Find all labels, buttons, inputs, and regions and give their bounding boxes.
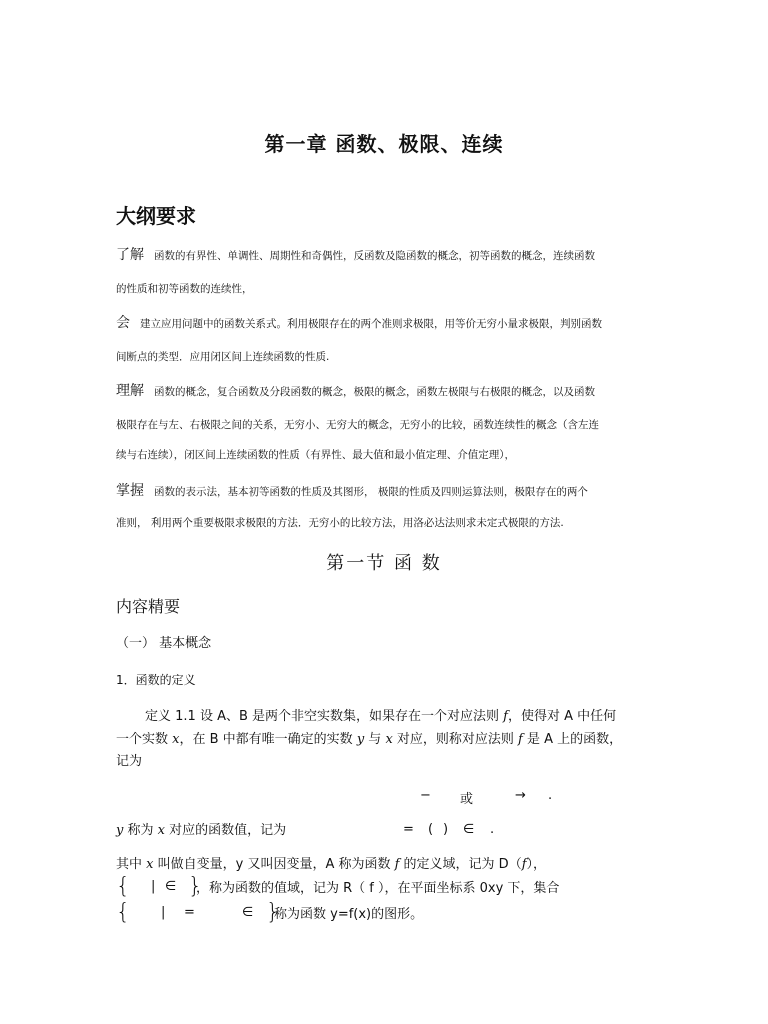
set-equals: = bbox=[184, 905, 195, 920]
set-bar: | bbox=[151, 879, 156, 894]
text-span: 定义 1.1 设 A、B 是两个非空实数集，如果存在一个对应法则 bbox=[145, 709, 504, 724]
formula-or: 或 bbox=[460, 792, 474, 807]
requirement-can-line-2: 间断点的类型．应用闭区间上连续函数的性质. bbox=[116, 351, 330, 363]
requirement-comprehend-line-2: 极限存在与左、右极限之间的关系，无穷小、无穷大的概念，无穷小的比较，函数连续性的概念（含左连 bbox=[116, 419, 599, 431]
requirement-text: 函数的有界性、单调性、周期性和奇偶性，反函数及隐函数的概念，初等函数的概念，连续函数 bbox=[154, 250, 595, 262]
requirement-master-line-1 bbox=[116, 483, 588, 500]
text-span: 其中 bbox=[116, 857, 147, 872]
formula-dot: . bbox=[548, 788, 553, 803]
math-var: y bbox=[116, 823, 124, 838]
math-var: x bbox=[157, 823, 165, 838]
set-element-of: ∈ bbox=[242, 905, 254, 920]
requirement-text: 函数的表示法，基本初等函数的性质及其图形， 极限的性质及四则运算法则，极限存在的两个 bbox=[154, 486, 588, 498]
formula-element-of: ∈ bbox=[463, 822, 475, 837]
graph-text: 称为函数 y=f(x)的图形。 bbox=[274, 907, 424, 922]
text-span: 一个实数 bbox=[116, 732, 173, 747]
text-span: 是 A 上的函数， bbox=[522, 732, 623, 747]
requirement-understand-line-2: 的性质和初等函数的连续性， bbox=[116, 283, 253, 295]
math-var: f bbox=[521, 857, 527, 872]
chapter-title: 第一章 函数、极限、连续 bbox=[264, 132, 504, 156]
section-title: 第一节 函 数 bbox=[326, 553, 442, 574]
definition-line-2 bbox=[116, 730, 622, 750]
math-var: x bbox=[172, 732, 180, 747]
formula-left-paren: ( bbox=[428, 822, 434, 837]
requirement-comprehend-line-1 bbox=[116, 383, 595, 400]
range-text: ，称为函数的值域，记为 R（ f ），在平面坐标系 0xy 下，集合 bbox=[196, 881, 560, 896]
math-var: x bbox=[385, 732, 393, 747]
requirement-master-line-2: 准则， 利用两个重要极限求极限的方法．无穷小的比较方法，用洛必达法则求未定式极限的方法. bbox=[116, 517, 564, 529]
set-right-brace: } bbox=[266, 900, 280, 925]
outline-heading: 大纲要求 bbox=[116, 204, 196, 228]
definition-line-1 bbox=[145, 707, 616, 727]
requirement-key: 了解 bbox=[116, 247, 144, 263]
math-var: f bbox=[394, 857, 400, 872]
formula-right-paren: ) bbox=[443, 822, 449, 837]
requirement-can-line-1 bbox=[116, 315, 602, 332]
requirement-understand-line-1 bbox=[116, 247, 595, 264]
definition-heading: 1．函数的定义 bbox=[116, 673, 196, 687]
requirement-text: 建立应用问题中的函数关系式。利用极限存在的两个准则求极限，用等价无穷小量求极限，判别函数 bbox=[140, 318, 602, 330]
text-span: 的定义域，记为 D（ bbox=[399, 857, 522, 872]
math-var: f bbox=[518, 732, 523, 747]
text-span: ，使得对 A 中任何 bbox=[507, 709, 617, 724]
requirement-key: 掌握 bbox=[116, 483, 144, 499]
formula-arrow: → bbox=[515, 788, 526, 803]
math-var: f bbox=[503, 709, 508, 724]
content-heading: 内容精要 bbox=[116, 597, 181, 616]
definition-line-3: 记为 bbox=[116, 754, 143, 769]
set-bar: | bbox=[161, 905, 166, 920]
set-left-brace: { bbox=[116, 900, 130, 925]
requirement-text: 函数的概念，复合函数及分段函数的概念，极限的概念，函数左极限与右极限的概念，以及函数 bbox=[154, 386, 595, 398]
formula-dash: − bbox=[420, 788, 431, 803]
text-span: 对应的函数值，记为 bbox=[164, 823, 287, 838]
requirement-key: 理解 bbox=[116, 383, 144, 399]
requirement-key: 会 bbox=[116, 315, 130, 331]
text-span: 对应，则称对应法则 bbox=[392, 732, 519, 747]
text-span: ）， bbox=[526, 857, 547, 872]
text-span: 叫做自变量，y 又叫因变量，A 称为函数 bbox=[153, 857, 395, 872]
text-span: 称为 bbox=[123, 823, 158, 838]
function-value-line bbox=[116, 821, 286, 841]
text-span: 与 bbox=[364, 732, 386, 747]
math-var: x bbox=[146, 857, 154, 872]
domain-line bbox=[116, 855, 546, 875]
formula-dot: . bbox=[490, 822, 495, 837]
formula-equals: = bbox=[403, 822, 414, 837]
requirement-comprehend-line-3: 续与右连续），闭区间上连续函数的性质（有界性、最大值和最小值定理、介值定理）， bbox=[116, 449, 515, 461]
set-right-brace: } bbox=[188, 874, 202, 899]
math-var: y bbox=[356, 732, 365, 747]
set-element-of: ∈ bbox=[165, 879, 177, 894]
sub-heading: （一） 基本概念 bbox=[116, 636, 212, 651]
set-left-brace: { bbox=[116, 874, 130, 899]
text-span: ，在 B 中都有唯一确定的实数 bbox=[179, 732, 357, 747]
